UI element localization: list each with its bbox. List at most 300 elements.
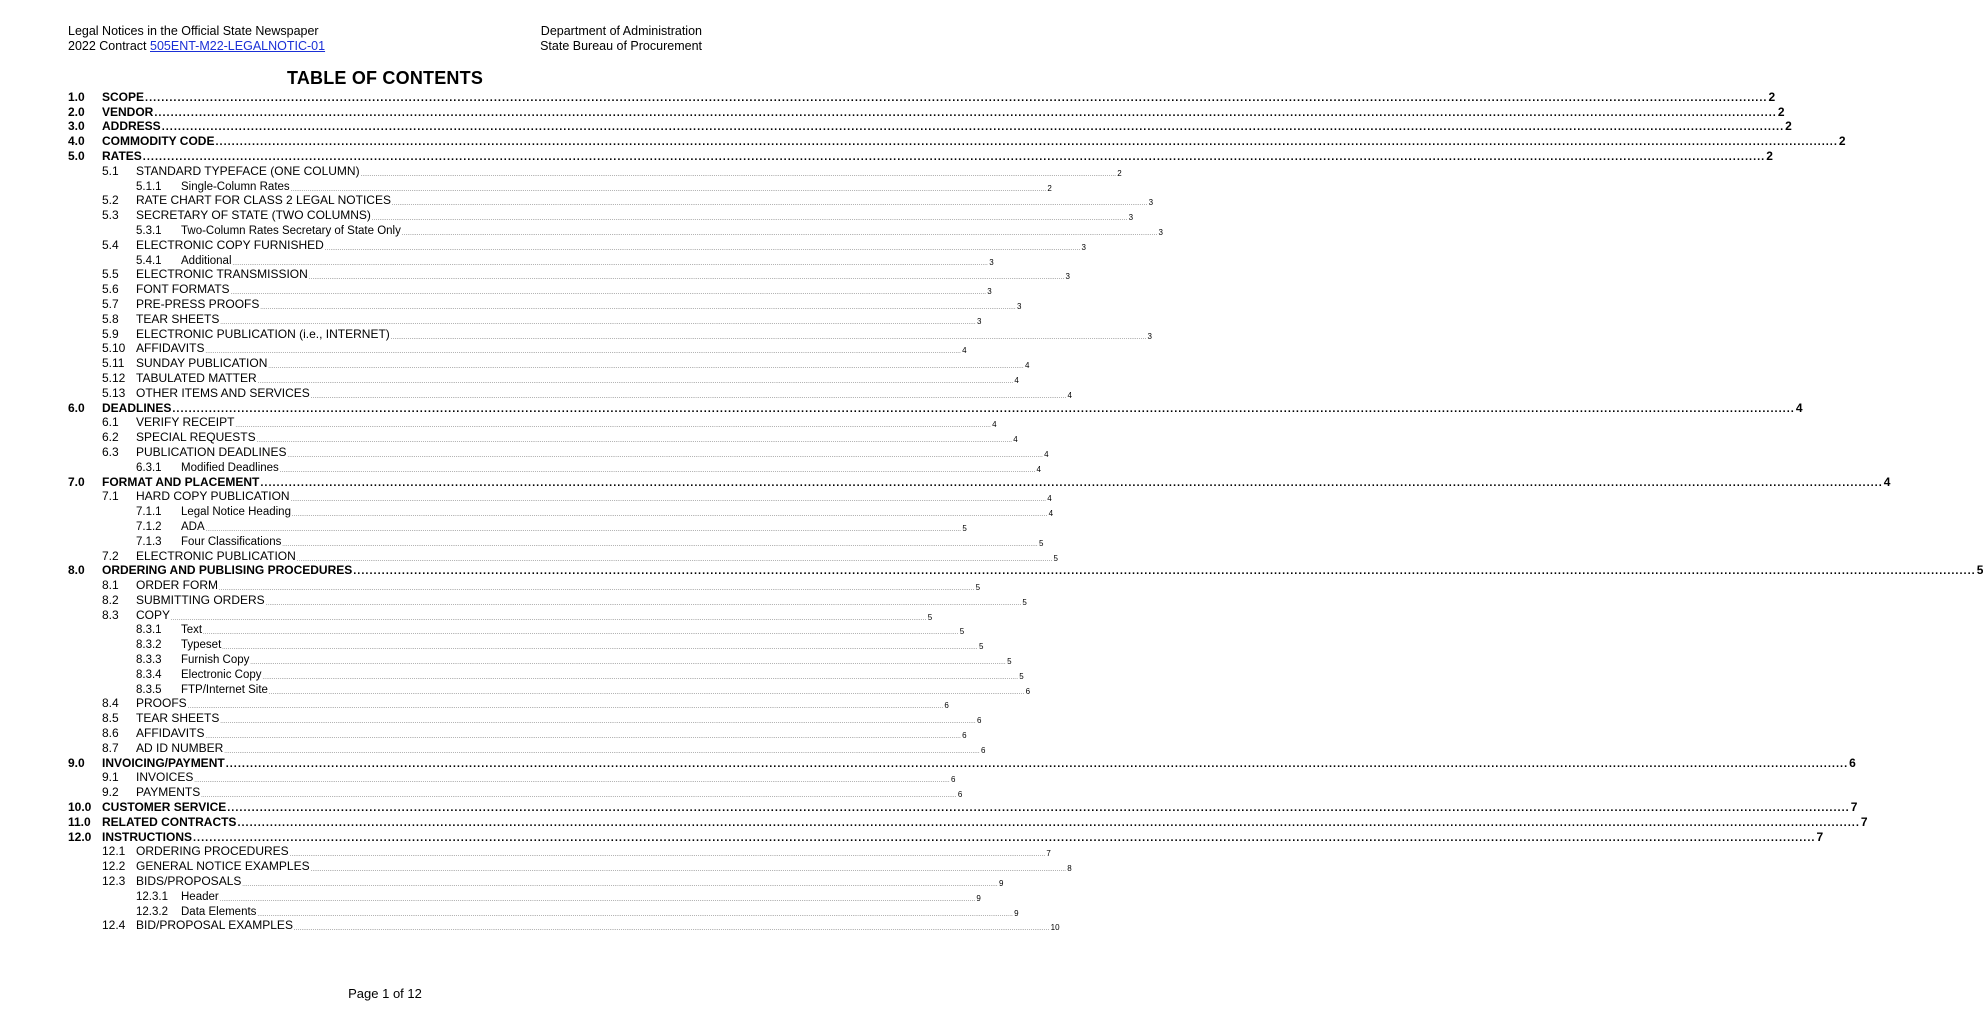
toc-entry-title: AFFIDAVITS [136, 726, 205, 741]
toc-entry-page: 4 [992, 420, 997, 430]
toc-entry-title: ORDER FORM [136, 578, 218, 593]
toc-entry-line [181, 624, 965, 637]
toc-entry-title: VERIFY RECEIPT [136, 415, 235, 430]
toc-dot-leader: ................................................................................................................................................................................................................................................................................................................................................................................................................ [324, 245, 1081, 252]
toc-entry-title: FORMAT AND PLACEMENT [102, 474, 260, 489]
toc-dot-leader: ................................................................................................................................................................................................................................................................................................................................................................................................................ [205, 734, 962, 741]
toc-entry[interactable] [68, 148, 1773, 163]
toc-entry[interactable] [68, 193, 1154, 208]
toc-entry[interactable] [68, 636, 984, 652]
toc-entry[interactable] [68, 592, 1027, 607]
toc-entry-title: Four Classifications [181, 535, 282, 548]
toc-entry-number: 5.12 [102, 370, 126, 385]
toc-entry-line [102, 755, 1856, 770]
toc-entry-line [136, 444, 1049, 459]
toc-entry-line [136, 859, 1072, 874]
toc-entry-number: 5.4.1 [136, 254, 162, 267]
toc-entry-number: 8.5 [102, 711, 119, 726]
toc-entry-number: 8.6 [102, 726, 119, 741]
toc-entry-line [136, 785, 963, 800]
toc-entry[interactable] [68, 770, 956, 785]
toc-entry-title: Typeset [181, 639, 222, 652]
toc-entry-title: TEAR SHEETS [136, 311, 220, 326]
toc-entry-line [102, 400, 1803, 415]
toc-entry-page: 2 [1838, 134, 1846, 149]
toc-entry-line [102, 104, 1785, 119]
toc-entry-page: 3 [987, 287, 992, 297]
toc-entry-number: 7.0 [68, 474, 85, 489]
toc-entry-page: 6 [1849, 755, 1856, 770]
toc-entry-number: 6.3 [102, 444, 119, 459]
toc-entry-title: PUBLICATION DEADLINES [136, 444, 287, 459]
toc-entry-line [102, 134, 1846, 149]
toc-dot-leader: ................................................................................................................................................................................................................................................................................................................................................................................................................ [172, 402, 1795, 415]
toc-entry[interactable] [68, 281, 992, 297]
toc-dot-leader: ................................................................................................................................................................................................................................................................................................................................................................................................................ [391, 201, 1148, 208]
toc-dot-leader: ................................................................................................................................................................................................................................................................................................................................................................................................................ [265, 600, 1022, 607]
toc-entry-title: STANDARD TYPEFACE (ONE COLUMN) [136, 163, 360, 178]
toc-entry[interactable] [68, 903, 1019, 918]
toc-entry[interactable] [68, 651, 1012, 667]
toc-entry[interactable] [68, 696, 949, 711]
toc-entry-title: ADDRESS [102, 119, 161, 134]
toc-entry-title: ORDERING PROCEDURES [136, 844, 289, 859]
toc-entry-title: FTP/Internet Site [181, 683, 268, 696]
toc-dot-leader: ................................................................................................................................................................................................................................................................................................................................................................................................................ [235, 423, 992, 430]
toc-entry-line [136, 770, 956, 785]
toc-dot-leader: ................................................................................................................................................................................................................................................................................................................................................................................................................ [205, 526, 962, 533]
toc-entry[interactable] [68, 784, 963, 800]
bureau-name: State Bureau of Procurement [540, 39, 702, 53]
toc-entry[interactable] [68, 119, 1792, 134]
toc-entry-number: 3.0 [68, 119, 85, 134]
toc-entry-title: INVOICING/PAYMENT [102, 755, 225, 770]
toc-entry[interactable] [68, 799, 1858, 815]
toc-entry-page: 2 [1117, 168, 1122, 178]
toc-entry-line [136, 874, 1004, 889]
toc-dot-leader: ................................................................................................................................................................................................................................................................................................................................................................................................................ [268, 364, 1025, 371]
toc-entry-number: 9.1 [102, 770, 119, 785]
toc-dot-leader: ................................................................................................................................................................................................................................................................................................................................................................................................................ [287, 452, 1044, 459]
toc-entry-title: PRE-PRESS PROOFS [136, 296, 260, 311]
toc-entry-title: INVOICES [136, 770, 194, 785]
toc-entry-page: 3 [977, 316, 982, 326]
toc-entry-number: 5.6 [102, 282, 119, 297]
toc-entry[interactable] [68, 607, 933, 622]
toc-entry-page: 6 [962, 731, 967, 741]
toc-entry-line [181, 461, 1041, 474]
toc-entry[interactable] [68, 725, 967, 741]
toc-entry-line [181, 654, 1012, 667]
toc-entry[interactable] [68, 133, 1846, 149]
toc-entry-title: DEADLINES [102, 400, 172, 415]
toc-entry-title: AFFIDAVITS [136, 341, 205, 356]
toc-entry-title: SECRETARY OF STATE (TWO COLUMNS) [136, 208, 371, 223]
department-name: Department of Administration [540, 24, 702, 38]
toc-entry-number: 5.3 [102, 208, 119, 223]
toc-entry[interactable] [68, 415, 997, 430]
toc-entry-line [136, 711, 982, 726]
toc-dot-leader: ................................................................................................................................................................................................................................................................................................................................................................................................................ [193, 831, 1816, 844]
toc-entry-number: 8.3.4 [136, 668, 162, 681]
toc-entry[interactable] [68, 341, 967, 356]
toc-entry-page: 4 [1014, 375, 1019, 385]
toc-entry-number: 1.0 [68, 89, 85, 104]
toc-entry[interactable] [68, 296, 1022, 311]
toc-entry-line [136, 385, 1072, 400]
toc-dot-leader: ................................................................................................................................................................................................................................................................................................................................................................................................................ [237, 816, 1860, 829]
toc-entry-line [181, 668, 1024, 681]
toc-entry-title: TABULATED MATTER [136, 370, 257, 385]
toc-entry-title: SPECIAL REQUESTS [136, 430, 256, 445]
toc-entry[interactable] [68, 548, 1058, 563]
toc-entry[interactable] [68, 355, 1030, 371]
toc-entry-line [136, 282, 992, 297]
toc-dot-leader: ................................................................................................................................................................................................................................................................................................................................................................................................................ [291, 512, 1048, 519]
toc-entry[interactable] [68, 178, 1052, 193]
toc-entry-title: SUNDAY PUBLICATION [136, 356, 268, 371]
toc-entry-number: 12.3 [102, 874, 126, 889]
toc-entry-title: Modified Deadlines [181, 461, 279, 474]
document-header-right [540, 24, 702, 54]
toc-entry[interactable] [68, 888, 981, 903]
toc-dot-leader: ................................................................................................................................................................................................................................................................................................................................................................................................................ [257, 911, 1014, 918]
toc-entry-line [181, 535, 1044, 548]
toc-dot-leader: ................................................................................................................................................................................................................................................................................................................................................................................................................ [203, 630, 959, 637]
toc-entry[interactable] [68, 207, 1134, 223]
toc-entry[interactable] [68, 104, 1785, 119]
toc-entry-line [136, 311, 982, 326]
toc-entry-line [136, 356, 1030, 371]
toc-entry-page: 9 [1014, 908, 1019, 918]
toc-entry-page: 9 [976, 893, 981, 903]
toc-entry[interactable] [68, 222, 1163, 237]
toc-entry[interactable] [68, 385, 1072, 400]
toc-entry-number: 12.3.1 [136, 890, 168, 903]
toc-entry[interactable] [68, 370, 1019, 385]
toc-entry-title: Header [181, 890, 219, 903]
toc-entry-number: 7.1 [102, 489, 119, 504]
toc-entry-page: 4 [962, 346, 967, 356]
toc-dot-leader: ................................................................................................................................................................................................................................................................................................................................................................................................................ [161, 121, 1785, 134]
toc-entry[interactable] [68, 237, 1086, 252]
toc-dot-leader: ................................................................................................................................................................................................................................................................................................................................................................................................................ [225, 757, 1849, 770]
toc-entry-line [136, 844, 1051, 859]
toc-dot-leader: ................................................................................................................................................................................................................................................................................................................................................................................................................ [222, 645, 978, 652]
toc-dot-leader: ................................................................................................................................................................................................................................................................................................................................................................................................................ [282, 541, 1039, 548]
toc-entry-title: Electronic Copy [181, 668, 262, 681]
toc-entry-line [181, 254, 994, 267]
toc-dot-leader: ................................................................................................................................................................................................................................................................................................................................................................................................................ [390, 334, 1147, 341]
toc-entry-page: 3 [1017, 301, 1022, 311]
toc-entry-line [136, 267, 1070, 282]
toc-dot-leader: ................................................................................................................................................................................................................................................................................................................................................................................................................ [154, 106, 1777, 119]
toc-entry-line [102, 800, 1858, 815]
toc-entry-title: ELECTRONIC PUBLICATION [136, 548, 296, 563]
toc-entry[interactable] [68, 489, 1052, 504]
toc-entry-title: ADA [181, 520, 205, 533]
toc-entry-page: 3 [989, 257, 994, 267]
toc-entry[interactable] [68, 444, 1049, 459]
toc-dot-leader: ................................................................................................................................................................................................................................................................................................................................................................................................................ [279, 467, 1036, 474]
toc-entry-title: Two-Column Rates Secretary of State Only [181, 224, 401, 237]
toc-entry-number: 5.5 [102, 267, 119, 282]
toc-entry[interactable] [68, 755, 1856, 770]
toc-entry[interactable] [68, 252, 994, 267]
toc-dot-leader: ................................................................................................................................................................................................................................................................................................................................................................................................................ [310, 867, 1067, 874]
toc-entry-page: 4 [1067, 390, 1072, 400]
toc-dot-leader: ................................................................................................................................................................................................................................................................................................................................................................................................................ [220, 719, 977, 726]
toc-entry-number: 7.2 [102, 548, 119, 563]
toc-entry-number: 9.2 [102, 785, 119, 800]
toc-entry-number: 4.0 [68, 134, 85, 149]
toc-entry-page: 5 [927, 612, 933, 622]
toc-entry-title: BID/PROPOSAL EXAMPLES [136, 918, 293, 933]
toc-entry-line [181, 683, 1031, 696]
toc-entry-number: 9.0 [68, 755, 85, 770]
toc-entry-number: 5.7 [102, 296, 119, 311]
toc-entry[interactable] [68, 89, 1776, 104]
toc-entry-number: 10.0 [68, 800, 92, 815]
toc-entry-page: 6 [944, 701, 949, 711]
toc-entry-page: 5 [1007, 657, 1012, 667]
toc-dot-leader: ................................................................................................................................................................................................................................................................................................................................................................................................................ [227, 802, 1850, 815]
toc-entry-page: 7 [1816, 829, 1824, 844]
toc-entry[interactable] [68, 666, 1024, 681]
toc-entry-page: 4 [1044, 449, 1049, 459]
toc-entry-page: 6 [951, 775, 956, 785]
toc-entry[interactable] [68, 163, 1122, 178]
toc-entry-number: 12.0 [68, 829, 92, 844]
toc-entry[interactable] [68, 459, 1041, 474]
toc-entry-line [102, 148, 1773, 163]
toc-entry-page: 6 [957, 790, 963, 800]
toc-entry[interactable] [68, 814, 1868, 829]
header-title: Legal Notices in the Official State Newspaper [68, 24, 319, 38]
toc-dot-leader: ................................................................................................................................................................................................................................................................................................................................................................................................................ [256, 438, 1013, 445]
toc-dot-leader: ................................................................................................................................................................................................................................................................................................................................................................................................................ [219, 586, 975, 593]
toc-entry-page: 7 [1046, 849, 1051, 859]
toc-entry-page: 2 [1777, 104, 1785, 119]
toc-entry-title: CUSTOMER SERVICE [102, 800, 227, 815]
toc-entry-line [181, 520, 967, 533]
toc-entry[interactable] [68, 326, 1152, 341]
toc-entry-page: 4 [1048, 509, 1054, 519]
toc-dot-leader: ................................................................................................................................................................................................................................................................................................................................................................................................................ [224, 748, 981, 755]
toc-entry-number: 5.10 [102, 341, 126, 356]
toc-entry-line [136, 726, 967, 741]
toc-entry-line [181, 506, 1054, 519]
toc-dot-leader: ................................................................................................................................................................................................................................................................................................................................................................................................................ [268, 689, 1025, 696]
toc-entry-line [136, 740, 986, 755]
toc-entry-number: 5.11 [102, 356, 125, 371]
toc-entry-line [181, 890, 981, 903]
toc-entry-line [136, 237, 1086, 252]
table-of-contents [68, 89, 1983, 933]
toc-entry-title: GENERAL NOTICE EXAMPLES [136, 859, 310, 874]
toc-entry-number: 6.2 [102, 430, 119, 445]
toc-entry-number: 12.1 [102, 844, 126, 859]
contract-number-link[interactable]: 505ENT-M22-LEGALNOTIC-01 [150, 39, 326, 53]
toc-entry-number: 8.3.2 [136, 639, 162, 652]
toc-entry[interactable] [68, 577, 981, 593]
toc-entry-title: ORDERING AND PUBLISING PROCEDURES [102, 563, 353, 578]
toc-entry-number: 8.7 [102, 740, 119, 755]
toc-entry-number: 11.0 [68, 814, 91, 829]
toc-dot-leader: ................................................................................................................................................................................................................................................................................................................................................................................................................ [371, 216, 1128, 223]
toc-entry-title: RELATED CONTRACTS [102, 814, 237, 829]
toc-entry-page: 9 [999, 879, 1004, 889]
toc-entry-line [181, 639, 984, 652]
toc-entry-line [136, 430, 1018, 445]
toc-dot-leader: ................................................................................................................................................................................................................................................................................................................................................................................................................ [290, 497, 1047, 504]
toc-dot-leader: ................................................................................................................................................................................................................................................................................................................................................................................................................ [262, 674, 1019, 681]
toc-entry-title: HARD COPY PUBLICATION [136, 489, 290, 504]
toc-entry-line [136, 548, 1058, 563]
toc-entry[interactable] [68, 710, 982, 726]
toc-entry-title: Additional [181, 254, 232, 267]
toc-entry-line [136, 578, 981, 593]
toc-dot-leader: ................................................................................................................................................................................................................................................................................................................................................................................................................ [353, 565, 1976, 578]
toc-entry-line [136, 193, 1154, 208]
toc-entry-page: 5 [959, 627, 965, 637]
toc-entry-title: RATE CHART FOR CLASS 2 LEGAL NOTICES [136, 193, 391, 208]
toc-entry-line [102, 89, 1776, 104]
toc-entry-page: 3 [1148, 198, 1154, 208]
toc-entry[interactable] [68, 311, 982, 326]
toc-entry-number: 6.0 [68, 400, 85, 415]
toc-entry-number: 8.0 [68, 563, 85, 578]
toc-entry-line [181, 905, 1019, 918]
toc-dot-leader: ................................................................................................................................................................................................................................................................................................................................................................................................................ [250, 660, 1007, 667]
toc-entry-page: 4 [1883, 474, 1891, 489]
header-contract-line [68, 39, 325, 54]
toc-entry-number: 8.2 [102, 592, 119, 607]
toc-entry-number: 8.3 [102, 607, 119, 622]
toc-entry-title: RATES [102, 148, 142, 163]
toc-entry-page: 6 [977, 716, 982, 726]
toc-entry[interactable] [68, 873, 1004, 889]
toc-entry-page: 4 [1025, 361, 1030, 371]
toc-entry-line [136, 918, 1060, 933]
toc-entry-page: 3 [1147, 331, 1152, 341]
toc-entry-page: 2 [1785, 119, 1792, 134]
toc-dot-leader: ................................................................................................................................................................................................................................................................................................................................................................................................................ [260, 476, 1883, 489]
toc-entry-title: BIDS/PROPOSALS [136, 874, 242, 889]
toc-entry-line [136, 208, 1134, 223]
toc-entry-title: TEAR SHEETS [136, 711, 220, 726]
toc-entry-number: 5.13 [102, 385, 126, 400]
toc-dot-leader: ................................................................................................................................................................................................................................................................................................................................................................................................................ [290, 186, 1047, 193]
toc-entry[interactable] [68, 518, 967, 533]
toc-entry[interactable] [68, 681, 1031, 696]
toc-entry[interactable] [68, 474, 1891, 489]
toc-entry-title: Furnish Copy [181, 654, 250, 667]
toc-entry-page: 5 [1053, 553, 1058, 563]
toc-dot-leader: ................................................................................................................................................................................................................................................................................................................................................................................................................ [257, 378, 1014, 385]
toc-entry-line [136, 341, 967, 356]
toc-dot-leader: ................................................................................................................................................................................................................................................................................................................................................................................................................ [142, 150, 1766, 163]
toc-entry-line [136, 326, 1152, 341]
toc-entry[interactable] [68, 622, 965, 637]
toc-entry-page: 4 [1047, 494, 1052, 504]
toc-entry[interactable] [68, 829, 1824, 844]
toc-dot-leader: ................................................................................................................................................................................................................................................................................................................................................................................................................ [171, 615, 927, 622]
toc-dot-leader: ................................................................................................................................................................................................................................................................................................................................................................................................................ [293, 926, 1050, 933]
toc-entry-title: INSTRUCTIONS [102, 829, 192, 844]
toc-entry-title: Single-Column Rates [181, 180, 290, 193]
toc-entry[interactable] [68, 918, 1060, 933]
toc-entry-number: 8.3.1 [136, 624, 162, 637]
toc-dot-leader: ................................................................................................................................................................................................................................................................................................................................................................................................................ [201, 793, 957, 800]
toc-entry-number: 6.3.1 [136, 461, 162, 474]
toc-entry-line [102, 563, 1983, 578]
toc-entry[interactable] [68, 844, 1051, 859]
toc-entry-number: 5.1 [102, 163, 119, 178]
toc-entry-page: 5 [1022, 597, 1027, 607]
toc-title: TABLE OF CONTENTS [286, 68, 484, 88]
toc-entry[interactable] [68, 503, 1054, 519]
toc-entry-page: 10 [1050, 923, 1060, 933]
toc-entry-number: 5.8 [102, 311, 119, 326]
toc-entry-line [181, 180, 1052, 193]
toc-entry-number: 7.1.1 [136, 506, 162, 519]
toc-dot-leader: ................................................................................................................................................................................................................................................................................................................................................................................................................ [289, 852, 1046, 859]
toc-entry[interactable] [68, 533, 1044, 548]
toc-entry[interactable] [68, 740, 986, 755]
toc-entry-page: 4 [1795, 400, 1803, 415]
toc-entry[interactable] [68, 429, 1018, 445]
toc-entry[interactable] [68, 267, 1070, 282]
toc-entry-title: Text [181, 624, 203, 637]
toc-entry-number: 8.3.5 [136, 683, 162, 696]
toc-entry-title: OTHER ITEMS AND SERVICES [136, 385, 310, 400]
toc-entry-title: Legal Notice Heading [181, 506, 291, 519]
toc-entry-page: 4 [1013, 435, 1018, 445]
toc-entry-page: 2 [1766, 148, 1773, 163]
toc-entry[interactable] [68, 400, 1803, 415]
toc-entry-title: FONT FORMATS [136, 282, 230, 297]
toc-entry-title: ELECTRONIC TRANSMISSION [136, 267, 308, 282]
toc-dot-leader: ................................................................................................................................................................................................................................................................................................................................................................................................................ [308, 275, 1065, 282]
toc-entry-number: 12.4 [102, 918, 126, 933]
toc-entry-title: ELECTRONIC PUBLICATION (i.e., INTERNET) [136, 326, 390, 341]
toc-entry-page: 6 [981, 745, 986, 755]
toc-entry[interactable] [68, 858, 1072, 874]
toc-entry-number: 8.3.3 [136, 654, 162, 667]
toc-dot-leader: ................................................................................................................................................................................................................................................................................................................................................................................................................ [145, 91, 1768, 104]
toc-dot-leader: ................................................................................................................................................................................................................................................................................................................................................................................................................ [194, 778, 951, 785]
toc-entry-number: 7.1.2 [136, 520, 162, 533]
toc-entry-page: 8 [1067, 864, 1072, 874]
toc-entry-line [136, 592, 1027, 607]
toc-dot-leader: ................................................................................................................................................................................................................................................................................................................................................................................................................ [215, 136, 1838, 149]
toc-entry[interactable] [68, 563, 1983, 578]
toc-entry-number: 2.0 [68, 104, 85, 119]
toc-entry-line [136, 370, 1019, 385]
toc-entry-line [102, 474, 1891, 489]
toc-entry-page: 5 [978, 642, 984, 652]
toc-entry-line [102, 829, 1824, 844]
toc-entry-number: 12.2 [102, 859, 126, 874]
toc-entry-title: SUBMITTING ORDERS [136, 592, 265, 607]
toc-entry-number: 8.1 [102, 578, 119, 593]
toc-dot-leader: ................................................................................................................................................................................................................................................................................................................................................................................................................ [220, 319, 977, 326]
toc-entry-title: COMMODITY CODE [102, 134, 215, 149]
toc-entry-number: 5.3.1 [136, 224, 162, 237]
toc-entry-line [102, 119, 1792, 134]
toc-entry-page: 3 [1158, 227, 1163, 237]
